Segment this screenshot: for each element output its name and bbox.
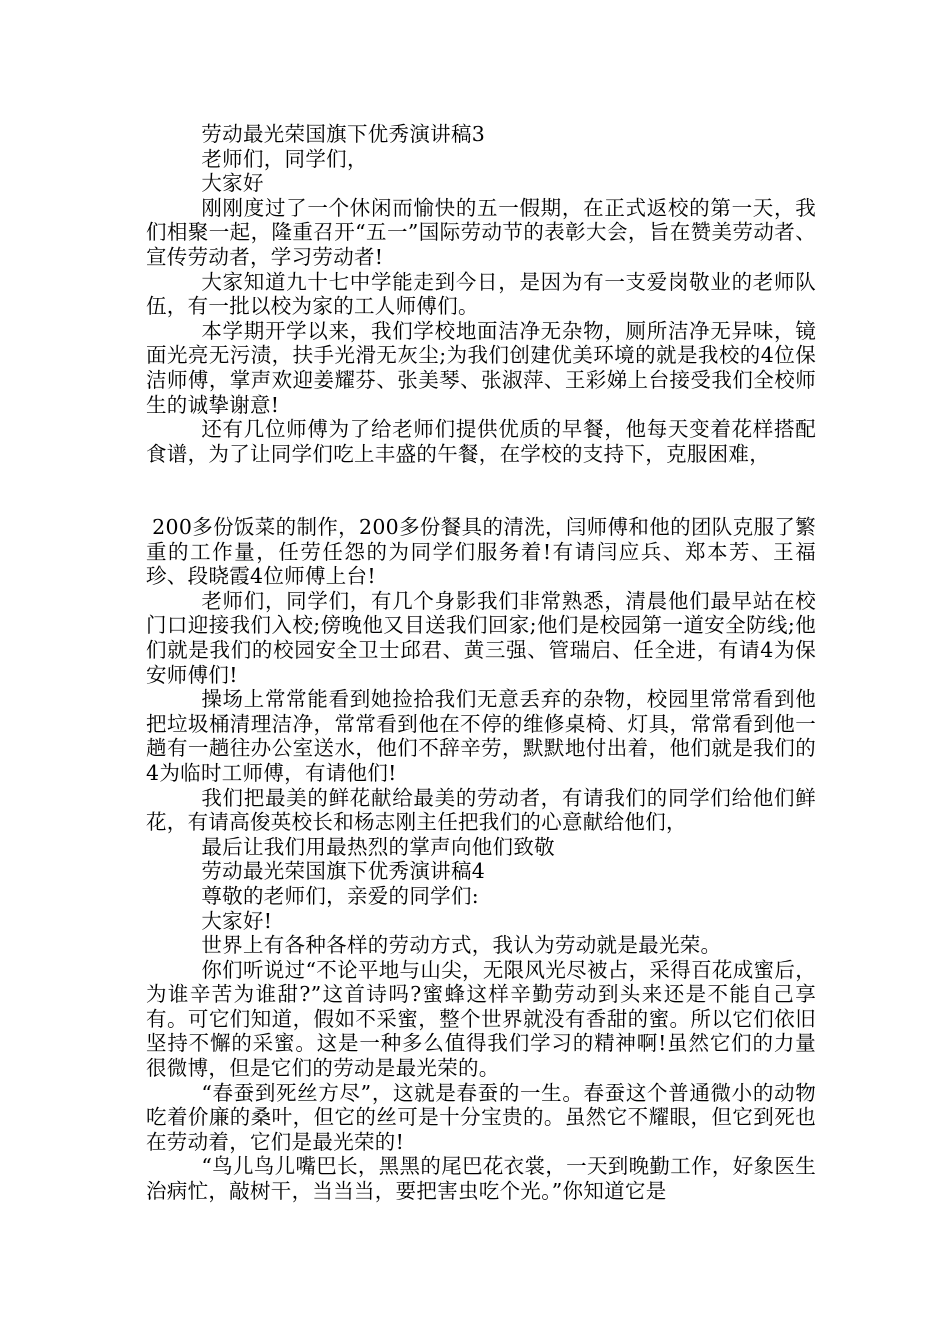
paragraph: 大家好	[201, 171, 264, 196]
text-section-1	[146, 122, 816, 466]
paragraph: 老师们，同学们，	[201, 146, 368, 171]
paragraph: 最后让我们用最热烈的掌声向他们致敬	[201, 834, 555, 859]
heading-speech-4: 劳动最光荣国旗下优秀演讲稿4	[201, 859, 486, 884]
paragraph: 大家知道九十七中学能走到今日，是因为有一支爱岗敬业的老师队伍，有一批以校为家的工人师傅们。	[146, 269, 816, 319]
heading-speech-3: 劳动最光荣国旗下优秀演讲稿3	[201, 122, 486, 146]
paragraph: 本学期开学以来，我们学校地面洁净无杂物，厕所洁净无异味，镜面光亮无污渍，扶手光滑无灰尘;为我们创建优美环境的就是我校的4位保洁师傅，掌声欢迎姜耀芬、张美琴、张淑萍、王彩娣上台接受我们全校师生的诚挚谢意!	[146, 318, 816, 417]
text-section-2	[146, 515, 816, 1204]
paragraph: 老师们，同学们，有几个身影我们非常熟悉，清晨他们最早站在校门口迎接我们入校;傍晚他又目送我们回家;他们是校园第一道安全防线;他们就是我们的校园安全卫士邱君、黄三强、管瑞启、任全进，有请4为保安师傅们!	[146, 588, 816, 687]
paragraph: 还有几位师傅为了给老师们提供优质的早餐，他每天变着花样搭配食谱，为了让同学们吃上丰盛的午餐，在学校的支持下，克服困难，	[146, 417, 816, 466]
paragraph: “鸟儿鸟儿嘴巴长，黑黑的尾巴花衣裳，一天到晚勤工作，好象医生治病忙，敲树干，当当当，要把害虫吃个光。”你知道它是	[146, 1154, 816, 1204]
paragraph: 刚刚度过了一个休闲而愉快的五一假期，在正式返校的第一天，我们相聚一起，隆重召开“五一”国际劳动节的表彰大会，旨在赞美劳动者、宣传劳动者，学习劳动者!	[146, 195, 816, 269]
paragraph: 操场上常常能看到她捡拾我们无意丢弃的杂物，校园里常常看到他把垃圾桶清理洁净，常常看到他在不停的维修桌椅、灯具，常常看到他一趟有一趟往办公室送水，他们不辞辛劳，默默地付出着，他们就是我们的4为临时工师傅，有请他们!	[146, 687, 816, 785]
paragraph: 大家好!	[201, 908, 273, 933]
paragraph: 你们听说过“不论平地与山尖，无限风光尽被占，采得百花成蜜后，为谁辛苦为谁甜?”这首诗吗?蜜蜂这样辛勤劳动到头来还是不能自己享有。可它们知道，假如不采蜜，整个世界就没有香甜的蜜。所以它们依旧坚持不懈的采蜜。这是一种多么值得我们学习的精神啊!虽然它们的力量很微博，但是它们的劳动是最光荣的。	[146, 957, 816, 1081]
paragraph: 200多份饭菜的制作，200多份餐具的清洗，闫师傅和他的团队克服了繁重的工作量，任劳任怨的为同学们服务着!有请闫应兵、郑本芳、王福珍、段晓霞4位师傅上台!	[146, 515, 816, 589]
paragraph: 我们把最美的鲜花献给最美的劳动者，有请我们的同学们给他们鲜花，有请高俊英校长和杨志刚主任把我们的心意献给他们，	[146, 785, 816, 835]
paragraph: 尊敬的老师们，亲爱的同学们:	[201, 883, 479, 908]
paragraph: 世界上有各种各样的劳动方式，我认为劳动就是最光荣。	[201, 933, 722, 958]
paragraph: “春蚕到死丝方尽”，这就是春蚕的一生。春蚕这个普通微小的动物吃着价廉的桑叶，但它的丝可是十分宝贵的。虽然它不耀眼，但它到死也在劳动着，它们是最光荣的!	[146, 1080, 816, 1154]
